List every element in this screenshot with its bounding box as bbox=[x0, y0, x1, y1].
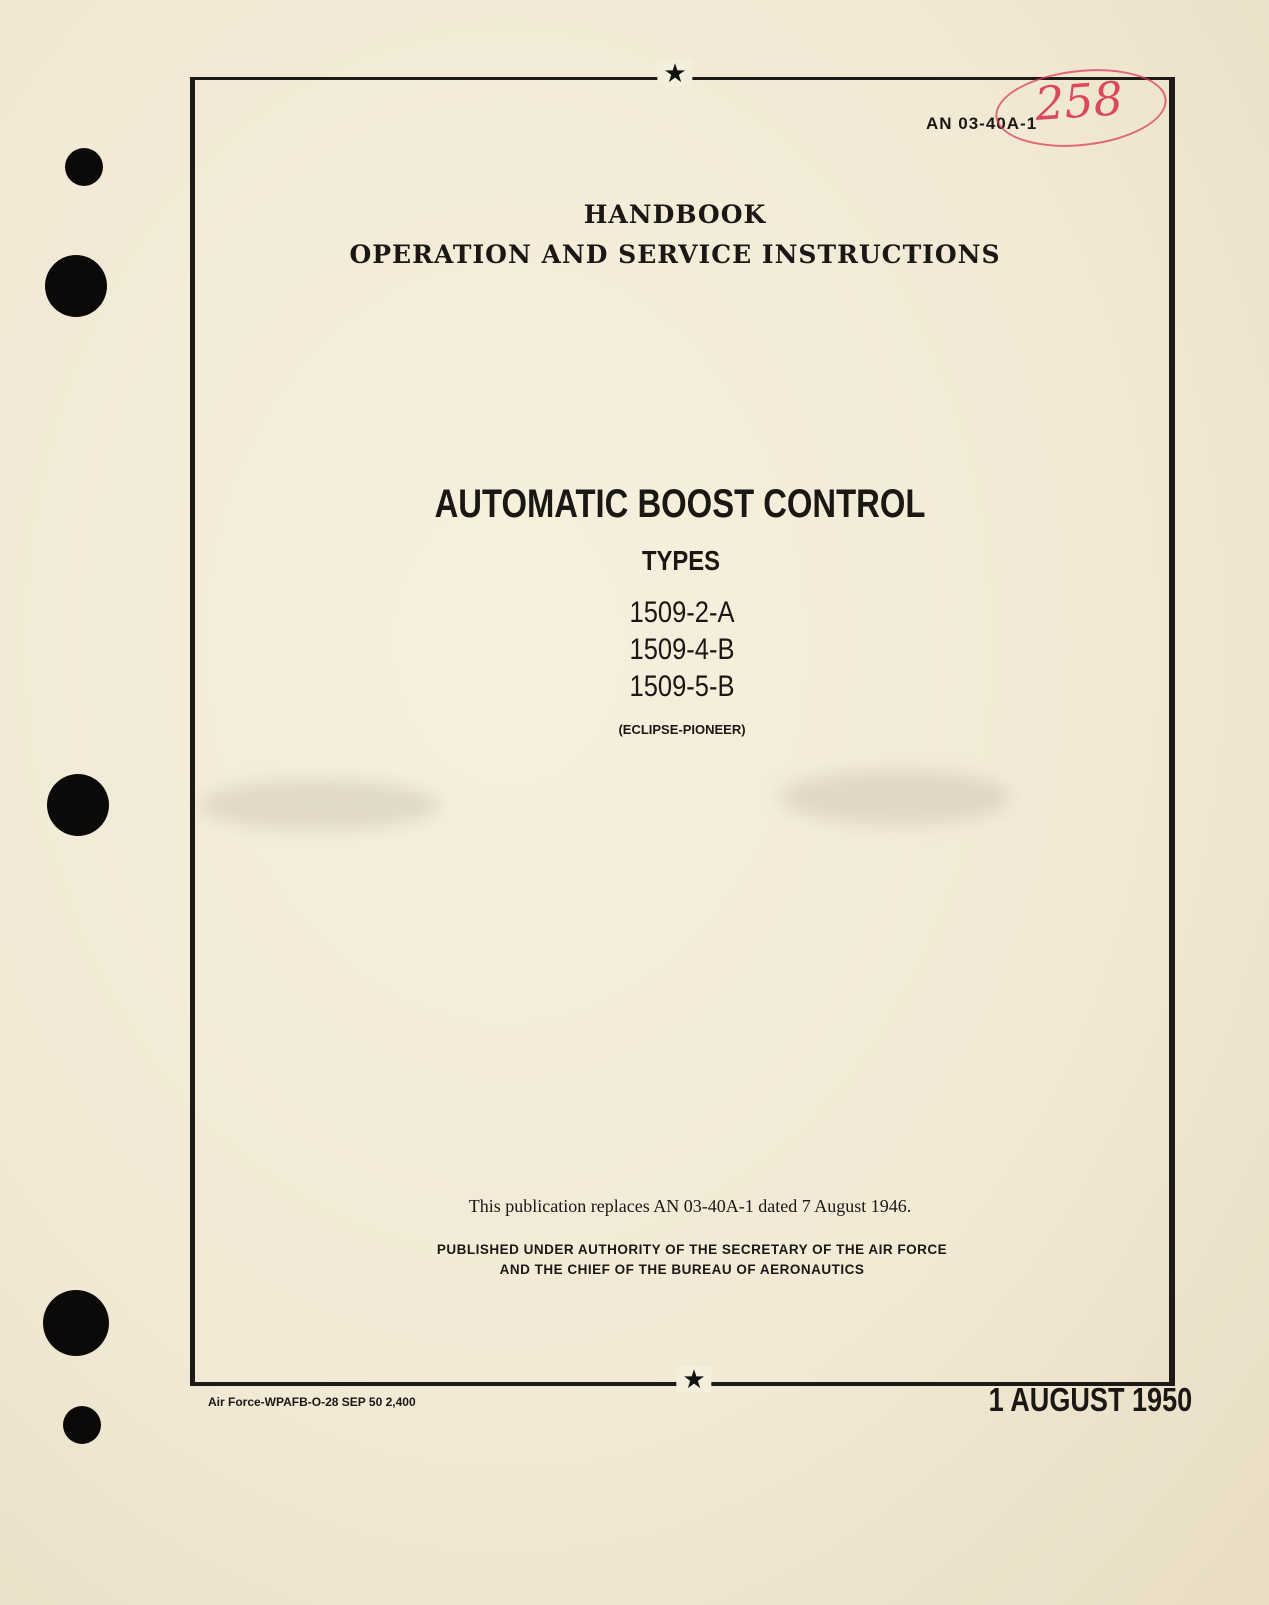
authority-line: PUBLISHED UNDER AUTHORITY OF THE SECRETARY OF THE AIR FORCE bbox=[436, 1242, 948, 1257]
binder-hole bbox=[45, 255, 107, 317]
type-item: 1509-4-B bbox=[629, 633, 735, 666]
type-item: 1509-2-A bbox=[629, 596, 735, 629]
print-code: Air Force-WPAFB-O-28 SEP 50 2,400 bbox=[208, 1395, 416, 1409]
type-item: 1509-5-B bbox=[629, 670, 735, 703]
binder-hole bbox=[47, 774, 109, 836]
star-icon: ★ bbox=[676, 1366, 711, 1392]
binder-hole bbox=[63, 1406, 101, 1444]
document-number: AN 03-40A-1 bbox=[926, 114, 1038, 133]
handwritten-stamp: 258 bbox=[1033, 71, 1125, 131]
handbook-heading: HANDBOOK bbox=[583, 200, 767, 229]
manufacturer: (ECLIPSE-PIONEER) bbox=[618, 722, 746, 737]
binder-hole bbox=[65, 148, 103, 186]
replacement-notice: This publication replaces AN 03-40A-1 dated 7 August 1946. bbox=[468, 1196, 912, 1216]
star-icon: ★ bbox=[657, 60, 692, 86]
instructions-heading: OPERATION AND SERVICE INSTRUCTIONS bbox=[349, 240, 1001, 269]
document-title: AUTOMATIC BOOST CONTROL bbox=[434, 482, 926, 526]
types-label: TYPES bbox=[641, 545, 721, 576]
authority-line: AND THE CHIEF OF THE BUREAU OF AERONAUTICS bbox=[499, 1262, 865, 1277]
publication-date: 1 AUGUST 1950 bbox=[988, 1381, 1192, 1418]
binder-hole bbox=[43, 1290, 109, 1356]
